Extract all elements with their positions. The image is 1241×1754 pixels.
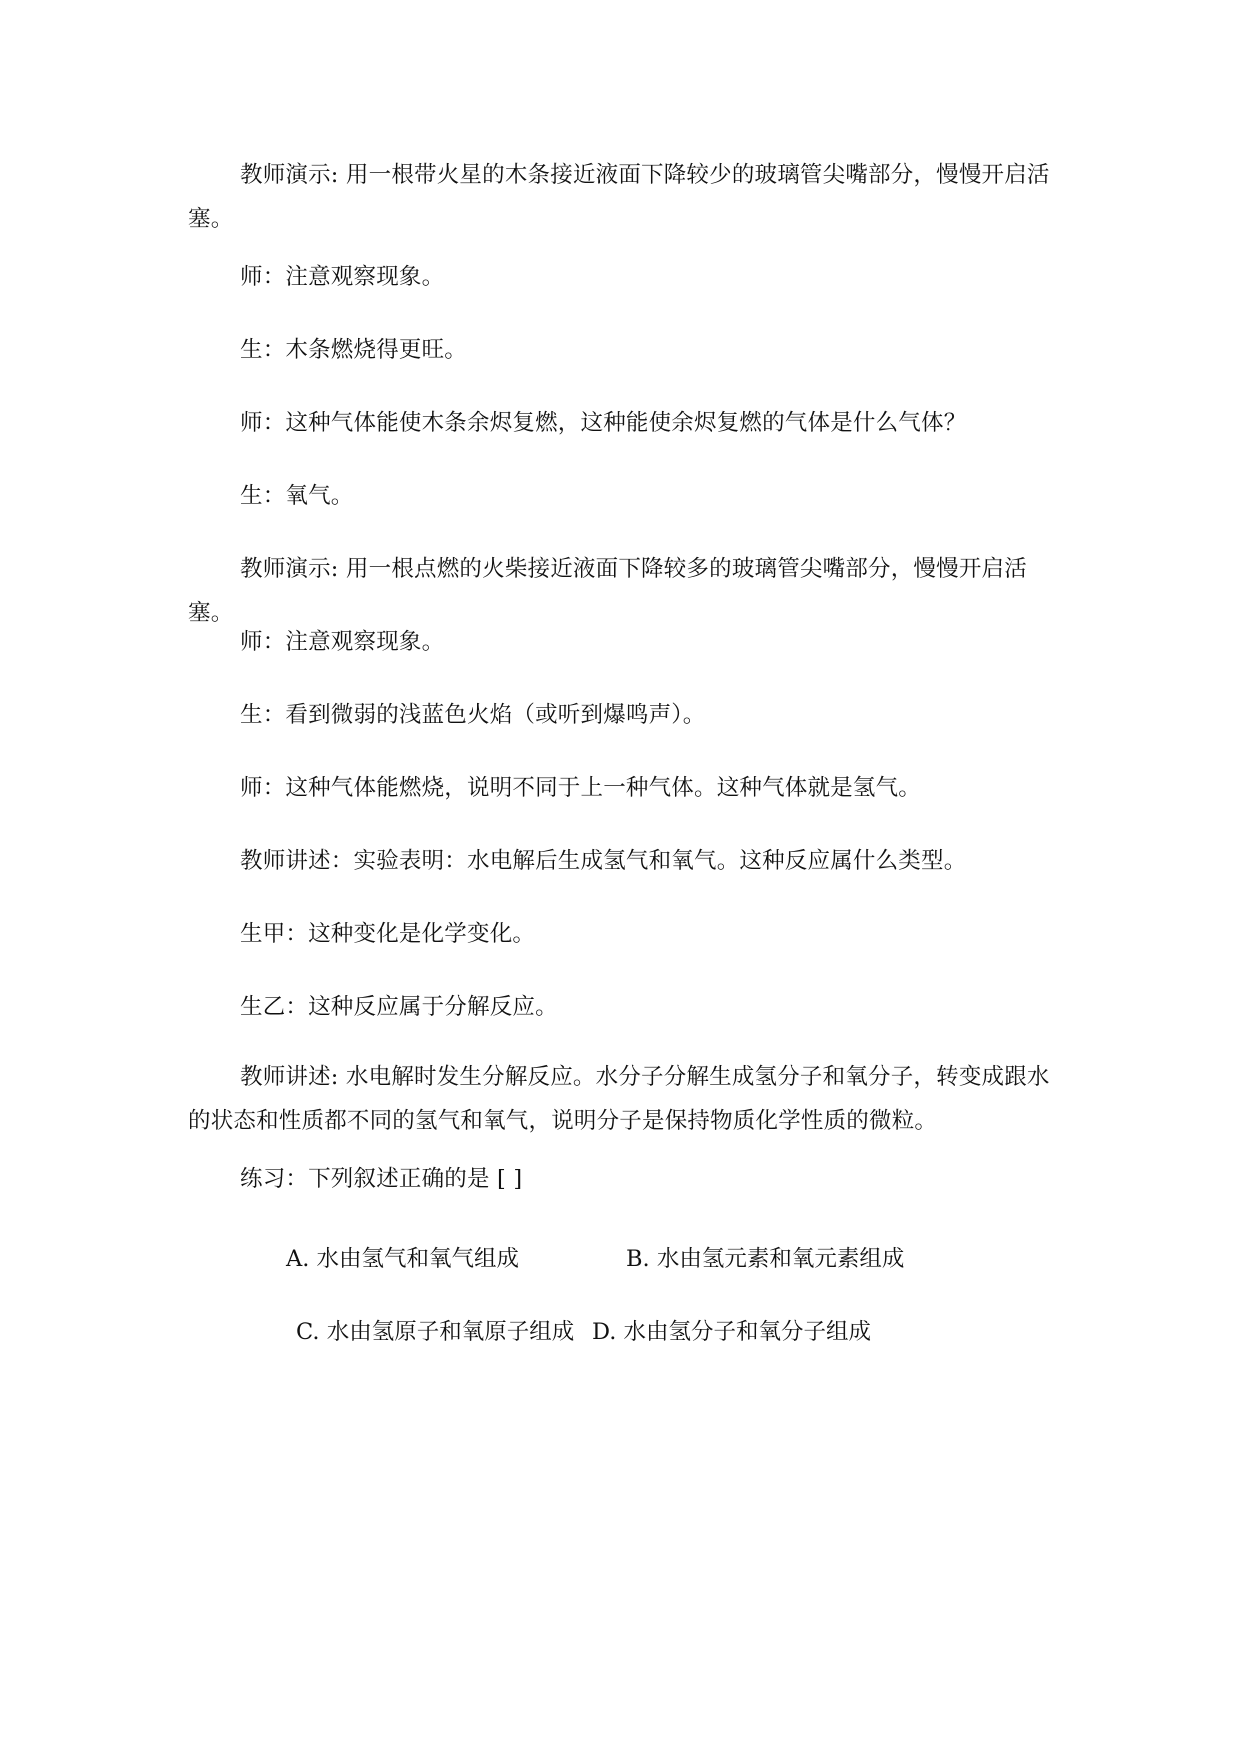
paragraph-teacher-lecture-1: 教师讲述：实验表明：水电解后生成氢气和氧气。这种反应属什么类型。 <box>240 848 967 874</box>
paragraph-student-a: 生甲：这种变化是化学变化。 <box>240 921 536 947</box>
paragraph-teacher-observe-1: 师：注意观察现象。 <box>240 264 445 290</box>
paragraph-teacher-demo-1: 教师演示: 用一根带火星的木条接近液面下降较少的玻璃管尖嘴部分，慢慢开启活塞。 <box>188 162 1050 232</box>
option-a: A. 水由氢气和氧气组成 <box>286 1246 520 1272</box>
paragraph-teacher-explain-1: 师：这种气体能燃烧，说明不同于上一种气体。这种气体就是氢气。 <box>240 775 922 801</box>
paragraph-student-answer-1: 生：木条燃烧得更旺。 <box>240 337 468 363</box>
paragraph-exercise: 练习：下列叙述正确的是 [ ] <box>240 1166 523 1192</box>
paragraph-teacher-demo-2: 教师演示: 用一根点燃的火柴接近液面下降较多的玻璃管尖嘴部分，慢慢开启活塞。 <box>188 556 1027 626</box>
paragraph-student-answer-3: 生：看到微弱的浅蓝色火焰（或听到爆鸣声）。 <box>240 702 706 728</box>
paragraph-student-answer-2: 生：氧气。 <box>240 483 354 509</box>
paragraph-student-b: 生乙：这种反应属于分解反应。 <box>240 994 558 1020</box>
paragraph-teacher-lecture-2: 教师讲述: 水电解时发生分解反应。水分子分解生成氢分子和氧分子，转变成跟水的状态和性质都不同的氢气和氧气，说明分子是保持物质化学性质的微粒。 <box>188 1064 1050 1134</box>
paragraph-teacher-observe-2: 师：注意观察现象。 <box>240 629 445 655</box>
paragraph-teacher-question-1: 师：这种气体能使木条余烬复燃，这种能使余烬复燃的气体是什么气体？ <box>240 410 967 436</box>
option-b: B. 水由氢元素和氧元素组成 <box>626 1246 905 1272</box>
option-d: D. 水由氢分子和氧分子组成 <box>592 1319 872 1345</box>
option-c: C. 水由氢原子和氧原子组成 <box>296 1319 575 1345</box>
